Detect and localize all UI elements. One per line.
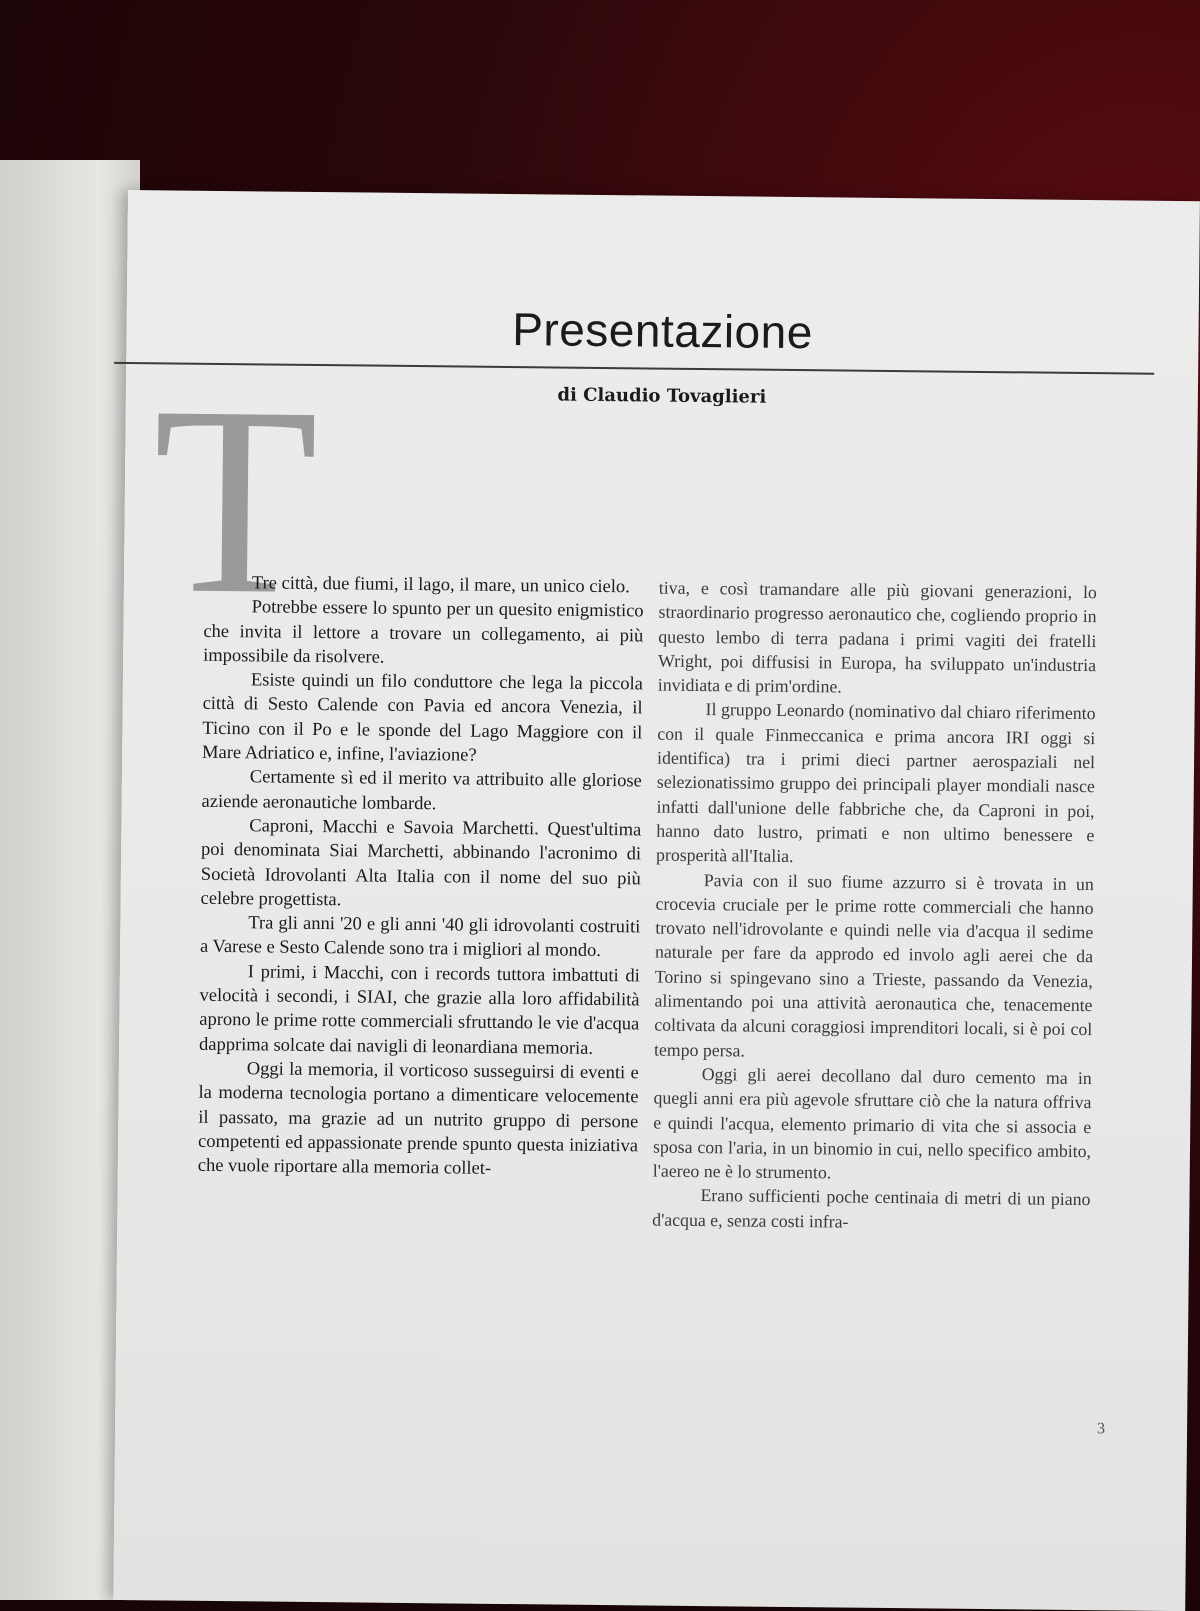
author-byline: di Claudio Tovaglieri <box>557 384 767 408</box>
page-number: 3 <box>1096 1420 1106 1438</box>
text-column-left <box>198 571 644 1183</box>
paragraph: Caproni, Macchi e Savoia Marchetti. Quest'ultima poi denominata Siai Marchetti, abbinando l'acronimo di Società Idrovolanti Alta Italia con il nome del suo più celebre progettista. <box>200 816 642 911</box>
paragraph: Oggi gli aerei decollano dal duro cemento ma in quegli anni era più agevole sfruttare ciò che la natura offriva e quindi l'acqua, elemento primario di vita che si associa e sposa con l'aria, in un binomio in cui, nello specifico ambito, l'aereo ne è lo strumento. <box>652 1063 1092 1183</box>
paragraph: Tra gli anni '20 e gli anni '40 gli idrovolanti costruiti a Varese e Sesto Calende sono tra i migliori al mondo. <box>199 913 641 962</box>
book-page <box>113 190 1200 1611</box>
page-title: Presentazione <box>511 303 814 359</box>
paragraph: Oggi la memoria, il vorticoso susseguirsi di eventi e la moderna tecnologia portano a dimenticare velocemente il passato, ma grazie ad un nutrito gruppo di persone competenti ed appassionate prende spunto questa iniziativa che vuole riportare alla memoria collet- <box>197 1059 639 1179</box>
paragraph-continuation: tiva, e così tramandare alle più giovani generazioni, lo straordinario progresso aeronautico che, cogliendo proprio in questo lembo di terra padana i primi vagiti dei fratelli Wright, poi diffusisi in Europa, ha sviluppato un'industria invidiata e di prim'ordine. <box>657 577 1097 697</box>
paragraph: Erano sufficienti poche centinaia di metri di un piano d'acqua e, senza costi infra- <box>652 1185 1091 1232</box>
paragraph: Il gruppo Leonardo (nominativo dal chiaro riferimento con il quale Finmeccanica e prima ancora IRI oggi si identifica) tra i primi dieci partner aerospaziali nel selezionatissimo gruppo dei principali player mondiali nasce infatti dall'unione delle fabbriche che, da Caproni in poi, hanno dato lustro, primati e non ultimo benessere e prosperità all'Italia. <box>655 699 1096 867</box>
paragraph: Tre città, due fiumi, il lago, il mare, un unico cielo. <box>251 573 630 598</box>
text-column-right <box>652 576 1097 1237</box>
paragraph: Potrebbe essere lo spunto per un quesito enigmistico che invita il lettore a trovare un collegamento, ai più impossibile da risolvere. <box>203 597 644 668</box>
paragraph: I primi, i Macchi, con i records tuttora imbattuti di velocità i secondi, i SIAI, che grazie alla loro affidabilità aprono le prime rotte commerciali sfruttando le vie d'acqua dapprima solcate dai navigli di leonardiana memoria. <box>198 962 640 1059</box>
drop-cap: T <box>151 350 320 651</box>
paragraph: Certamente sì ed il merito va attribuito alle gloriose aziende aeronautiche lombarde. <box>201 767 642 814</box>
paragraph: Pavia con il suo fiume azzurro si è trovata in un crocevia cruciale per le prime rotte commerciali che hanno trovato nell'idrovolante e quindi nelle via d'acqua il sedime naturale per fare da approdo ed involo agli aerei che da Torino si spingevano sino a Trieste, passando da Venezia, alimentando poi una attività aeronautica che, tenacemente coltivata da alcuni coraggiosi imprenditori locali, si è poi col tempo persa. <box>653 869 1094 1061</box>
paragraph: Esiste quindi un filo conduttore che lega la piccola città di Sesto Calende con Pavia ed ancora Venezia, il Ticino con il Po e le sponde del Lago Maggiore con il Mare Adriatico e, infine, l'aviazione? <box>202 670 643 766</box>
